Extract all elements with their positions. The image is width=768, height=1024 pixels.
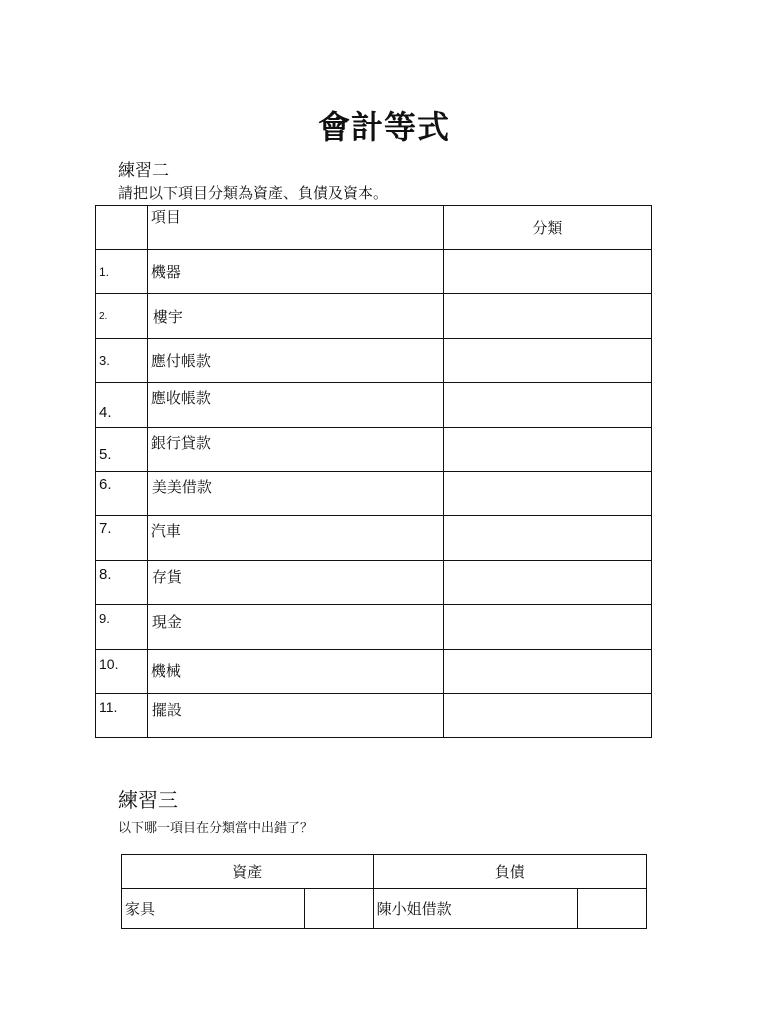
row-item: 樓宇: [147, 294, 443, 338]
table-row: [96, 649, 652, 693]
row-category-cell[interactable]: [443, 605, 651, 649]
error-check-table: [121, 854, 647, 929]
row-item: 機械: [147, 649, 443, 693]
table-row: [96, 605, 652, 649]
row-category-cell[interactable]: [443, 427, 651, 471]
classification-table: [95, 205, 652, 738]
table-row: [96, 338, 652, 382]
asset-answer-cell[interactable]: [304, 889, 373, 929]
table-row: [96, 471, 652, 515]
row-item: 存貨: [147, 560, 443, 604]
table-row: [96, 516, 652, 560]
header-item-cell: [147, 206, 443, 250]
asset-item: 家具: [122, 889, 305, 929]
row-item: 銀行貸款: [147, 427, 443, 471]
table-row: [96, 250, 652, 294]
exercise2-instruction: 請把以下項目分類為資產、負債及資本。: [118, 184, 389, 202]
row-number: 9.: [96, 605, 148, 649]
row-number: 4.: [96, 383, 148, 427]
row-number: 5.: [96, 427, 148, 471]
row-number: 11.: [96, 693, 148, 737]
table-row: [96, 560, 652, 604]
row-item: 應付帳款: [147, 338, 443, 382]
row-number: 7.: [96, 516, 148, 560]
row-category-cell[interactable]: [443, 649, 651, 693]
exercise3-heading: 練習三: [118, 788, 178, 812]
table-row: [96, 427, 652, 471]
row-category-cell[interactable]: [443, 250, 651, 294]
header-item-label: 項目: [150, 208, 181, 226]
row-category-cell[interactable]: [443, 471, 651, 515]
row-item: 汽車: [147, 516, 443, 560]
table-header-row: [96, 206, 652, 250]
page-title: 會計等式: [317, 108, 450, 146]
header-number-cell: [96, 206, 148, 250]
row-item: 美美借款: [147, 471, 443, 515]
table-row: [96, 383, 652, 427]
exercise2-heading: 練習二: [118, 161, 169, 181]
error-table-row: [122, 889, 647, 929]
row-item: 擺設: [147, 693, 443, 737]
row-number: 1.: [96, 250, 148, 294]
table-row: [96, 693, 652, 737]
row-category-cell[interactable]: [443, 560, 651, 604]
row-item: 應收帳款: [147, 383, 443, 427]
row-category-cell[interactable]: [443, 338, 651, 382]
table-row: [96, 294, 652, 338]
liability-answer-cell[interactable]: [578, 889, 647, 929]
row-item: 機器: [147, 250, 443, 294]
row-category-cell[interactable]: [443, 383, 651, 427]
row-number: 8.: [96, 560, 148, 604]
row-category-cell[interactable]: [443, 693, 651, 737]
row-number: 10.: [96, 649, 148, 693]
liability-item: 陳小姐借款: [373, 889, 578, 929]
assets-header: 資產: [122, 855, 374, 889]
row-number: 6.: [96, 471, 148, 515]
exercise3-instruction: 以下哪一項目在分類當中出錯了？: [118, 821, 314, 836]
row-item: 現金: [147, 605, 443, 649]
row-category-cell[interactable]: [443, 516, 651, 560]
liabilities-header: 負債: [373, 855, 646, 889]
row-number: 2.: [96, 294, 148, 338]
row-number: 3.: [96, 338, 148, 382]
header-category-cell: 分類: [443, 206, 651, 250]
error-table-header-row: [122, 855, 647, 889]
row-category-cell[interactable]: [443, 294, 651, 338]
